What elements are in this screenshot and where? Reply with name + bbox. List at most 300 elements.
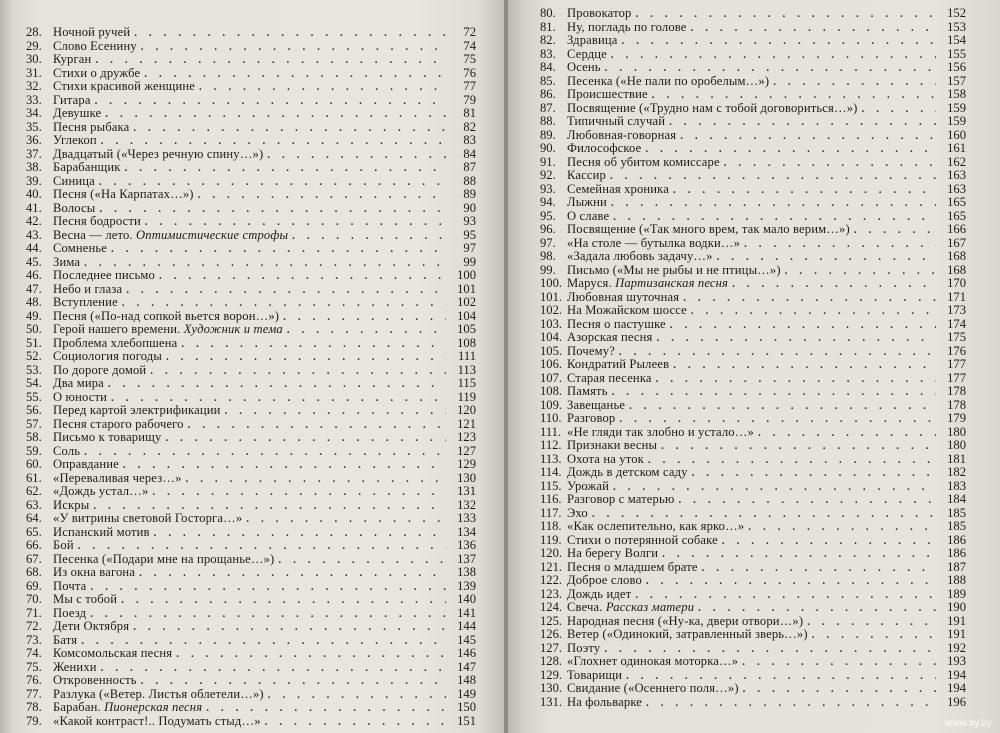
entry-page-number: 136 xyxy=(457,538,476,552)
toc-entry xyxy=(26,458,476,472)
entry-title-text: Почему? xyxy=(567,343,615,358)
toc-entry xyxy=(540,331,966,345)
entry-page-number: 119 xyxy=(457,389,476,404)
entry-number: 87. xyxy=(540,100,556,115)
toc-entry xyxy=(26,134,476,148)
entry-title-text: Песенка («Не пали по оробелым…») xyxy=(567,73,770,88)
entry-title xyxy=(567,655,738,669)
toc-list-right xyxy=(540,7,966,709)
entry-page-number: 81 xyxy=(463,106,476,120)
entry-title xyxy=(53,242,107,256)
toc-entry xyxy=(540,601,966,615)
entry-page-number: 167 xyxy=(947,235,966,250)
entry-page-number: 196 xyxy=(947,694,966,709)
entry-title-text: Свеча. xyxy=(567,600,606,614)
entry-title xyxy=(567,75,769,89)
dot-leader xyxy=(785,265,936,279)
entry-title-text: Ночной ручей xyxy=(53,25,131,39)
entry-title-text: Сомненье xyxy=(53,241,108,255)
toc-entry xyxy=(540,588,966,602)
entry-title-text: Разговор с матерью xyxy=(567,492,675,506)
toc-entry xyxy=(26,323,476,337)
toc-entry xyxy=(540,169,966,183)
entry-title xyxy=(567,277,728,291)
entry-title xyxy=(567,115,665,129)
dot-leader xyxy=(662,548,936,562)
entry-page-number: 76 xyxy=(463,65,476,80)
entry-number: 115. xyxy=(540,478,562,493)
entry-number: 67. xyxy=(26,551,42,566)
entry-title xyxy=(567,466,688,480)
entry-page-number: 121 xyxy=(457,416,476,431)
entry-page-number: 163 xyxy=(947,168,966,182)
entry-page-number: 182 xyxy=(947,465,966,479)
entry-page-number: 155 xyxy=(947,46,966,61)
right-page xyxy=(508,0,1000,733)
entry-number: 80. xyxy=(540,6,556,20)
entry-page-number: 185 xyxy=(947,505,966,520)
toc-entry xyxy=(26,485,476,499)
entry-page-number: 120 xyxy=(457,403,476,417)
entry-title-text: «Глохнет одинокая моторка…» xyxy=(567,654,739,668)
entry-number: 32. xyxy=(26,79,42,93)
entry-number: 122. xyxy=(540,573,563,587)
entry-title-text: Испанский мотив xyxy=(53,524,150,539)
entry-page-number: 194 xyxy=(947,667,966,682)
entry-page-number: 123 xyxy=(457,430,476,444)
dot-leader xyxy=(629,400,936,414)
entry-title-text: Народная песня («Ну-ка, двери отвори…») xyxy=(567,613,804,628)
entry-title xyxy=(567,669,622,683)
entry-title-text: Синица xyxy=(53,173,95,188)
toc-entry xyxy=(26,67,476,81)
entry-title-text: Стихи о дружбе xyxy=(53,65,141,80)
entry-number: 58. xyxy=(26,430,42,444)
entry-page-number: 175 xyxy=(947,330,966,344)
toc-entry xyxy=(26,526,476,540)
toc-entry xyxy=(26,242,476,256)
toc-entry xyxy=(540,7,966,21)
toc-entry xyxy=(26,377,476,391)
entry-number: 43. xyxy=(26,227,42,242)
entry-number: 108. xyxy=(540,384,563,398)
toc-entry xyxy=(540,520,966,534)
entry-title-text: Песня рыбака xyxy=(53,119,130,134)
entry-title-text: О юности xyxy=(53,389,108,404)
entry-number: 110. xyxy=(540,411,562,425)
entry-title-text: Двадцатый («Через речную спину…») xyxy=(53,146,264,161)
dot-leader xyxy=(812,629,936,643)
entry-number: 126. xyxy=(540,627,563,641)
toc-entry xyxy=(540,277,966,291)
entry-number: 114. xyxy=(540,465,562,479)
entry-title-text: Любовная шуточная xyxy=(567,289,680,304)
entry-number: 74. xyxy=(26,646,42,660)
toc-entry xyxy=(540,399,966,413)
entry-title xyxy=(567,628,808,642)
entry-title-text: Бой xyxy=(53,538,74,552)
entry-page-number: 104 xyxy=(457,308,476,323)
entry-page-number: 176 xyxy=(947,343,966,358)
toc-entry xyxy=(26,580,476,594)
entry-title-text: Откровенность xyxy=(53,673,137,687)
entry-number: 121. xyxy=(540,559,563,574)
entry-number: 104. xyxy=(540,330,563,344)
entry-page-number: 165 xyxy=(947,208,966,223)
entry-title xyxy=(53,256,80,270)
entry-number: 101. xyxy=(540,289,563,304)
entry-page-number: 158 xyxy=(947,87,966,101)
entry-title xyxy=(567,615,803,629)
entry-title xyxy=(53,107,101,121)
dot-leader xyxy=(101,662,446,676)
toc-entry xyxy=(540,480,966,494)
entry-page-number: 129 xyxy=(457,457,476,471)
toc-entry xyxy=(26,283,476,297)
toc-entry xyxy=(26,445,476,459)
entry-number: 28. xyxy=(26,25,42,39)
dot-leader xyxy=(748,521,936,535)
entry-page-number: 178 xyxy=(947,397,966,412)
toc-entry xyxy=(26,634,476,648)
toc-entry xyxy=(540,156,966,170)
entry-title xyxy=(567,574,642,588)
entry-number: 88. xyxy=(540,114,556,128)
entry-title-text: Философское xyxy=(567,141,642,155)
entry-number: 45. xyxy=(26,254,42,269)
entry-number: 89. xyxy=(540,127,556,142)
entry-title-text: Маруся. xyxy=(567,276,616,290)
entry-title xyxy=(567,264,781,278)
entry-number: 33. xyxy=(26,92,42,107)
toc-entry xyxy=(540,115,966,129)
entry-page-number: 165 xyxy=(947,195,966,209)
entry-page-number: 101 xyxy=(457,281,476,296)
entry-title xyxy=(53,229,288,243)
entry-page-number: 153 xyxy=(947,19,966,34)
dot-leader xyxy=(724,157,936,171)
entry-number: 79. xyxy=(26,713,42,728)
entry-title-text: Гитара xyxy=(53,92,91,107)
dot-leader xyxy=(611,49,936,63)
toc-entry xyxy=(26,148,476,162)
entry-title xyxy=(53,94,91,108)
entry-title-text: Кондратий Рылеев xyxy=(567,357,670,371)
entry-title-text: Стихи красивой женщине xyxy=(53,79,195,93)
entry-number: 34. xyxy=(26,106,42,120)
toc-entry xyxy=(540,466,966,480)
entry-number: 102. xyxy=(540,303,563,317)
dot-leader xyxy=(108,378,446,392)
dot-leader xyxy=(732,278,936,292)
entry-number: 59. xyxy=(26,443,42,458)
entry-title-text: Проблема хлебопшена xyxy=(53,335,178,350)
entry-number: 30. xyxy=(26,52,42,66)
entry-number: 99. xyxy=(540,262,556,277)
entry-page-number: 75 xyxy=(463,52,476,66)
entry-title-text: «Как ослепительно, как ярко…» xyxy=(567,519,745,533)
entry-title xyxy=(53,40,137,54)
entry-title-text: Поэту xyxy=(567,640,601,655)
entry-page-number: 156 xyxy=(947,60,966,74)
entry-title-text: Батя xyxy=(53,632,78,647)
entry-title-text: Социология погоды xyxy=(53,349,162,363)
entry-page-number: 97 xyxy=(463,241,476,255)
entry-number: 105. xyxy=(540,343,563,358)
entry-title-text: Герой нашего времени. xyxy=(53,322,184,336)
entry-number: 72. xyxy=(26,619,42,633)
entry-title xyxy=(53,472,182,486)
dot-leader xyxy=(84,446,446,460)
toc-entry xyxy=(26,94,476,108)
entry-page-number: 191 xyxy=(947,613,966,628)
dot-leader xyxy=(646,575,936,589)
dot-leader xyxy=(648,454,936,468)
entry-title-text: Доброе слово xyxy=(567,573,642,587)
entry-title xyxy=(567,304,687,318)
entry-title-text: Песенка («Подари мне на прощанье…») xyxy=(53,551,275,566)
entry-number: 36. xyxy=(26,133,42,147)
toc-entry xyxy=(26,539,476,553)
entry-title xyxy=(567,34,618,48)
entry-page-number: 152 xyxy=(947,6,966,20)
entry-number: 91. xyxy=(540,154,556,169)
entry-title xyxy=(53,499,89,513)
entry-page-number: 185 xyxy=(947,519,966,533)
entry-number: 113. xyxy=(540,451,562,466)
entry-number: 46. xyxy=(26,268,42,282)
entry-title xyxy=(53,350,162,364)
entry-title-text: Песня об убитом комиссаре xyxy=(567,154,720,169)
entry-page-number: 132 xyxy=(457,497,476,512)
entry-page-number: 180 xyxy=(947,438,966,452)
entry-title-text: Весна — лето. xyxy=(53,227,137,242)
entry-title xyxy=(53,283,122,297)
dot-leader xyxy=(105,108,446,122)
entry-page-number: 177 xyxy=(947,370,966,385)
entry-page-number: 162 xyxy=(947,154,966,169)
entry-title xyxy=(53,80,195,94)
entry-number: 124. xyxy=(540,600,563,614)
entry-number: 131. xyxy=(540,694,563,709)
entry-title xyxy=(567,642,600,656)
entry-title xyxy=(567,520,744,534)
entry-number: 54. xyxy=(26,376,42,390)
entry-number: 52. xyxy=(26,349,42,363)
toc-entry xyxy=(26,404,476,418)
dot-leader xyxy=(246,513,446,527)
entry-title xyxy=(53,553,274,567)
entry-title xyxy=(567,439,657,453)
dot-leader xyxy=(292,230,446,244)
toc-entry xyxy=(26,647,476,661)
entry-title xyxy=(567,102,858,116)
entry-number: 56. xyxy=(26,403,42,417)
entry-number: 71. xyxy=(26,605,42,620)
entry-title-text: Охота на уток xyxy=(567,451,644,466)
entry-title-text: Происшествие xyxy=(567,87,648,101)
entry-title-text: Барабан. xyxy=(53,700,105,714)
toc-entry xyxy=(26,40,476,54)
entry-title-text: Дождь идет xyxy=(567,586,632,601)
dot-leader xyxy=(125,162,446,176)
entry-title xyxy=(53,161,121,175)
entry-page-number: 100 xyxy=(457,268,476,282)
entry-page-number: 102 xyxy=(457,295,476,309)
entry-page-number: 146 xyxy=(457,646,476,660)
dot-leader xyxy=(691,22,936,36)
entry-page-number: 170 xyxy=(947,276,966,290)
entry-number: 35. xyxy=(26,119,42,134)
toc-entry xyxy=(26,215,476,229)
entry-title xyxy=(567,453,644,467)
toc-entry xyxy=(540,48,966,62)
entry-title-text: Небо и глаза xyxy=(53,281,123,296)
entry-title xyxy=(53,269,155,283)
entry-number: 93. xyxy=(540,181,556,196)
dot-leader xyxy=(111,243,446,257)
entry-title-text: «Какой контраст!.. Подумать стыд…» xyxy=(53,713,261,728)
entry-title xyxy=(53,296,118,310)
entry-number: 123. xyxy=(540,586,563,601)
entry-title xyxy=(53,701,202,715)
toc-entry xyxy=(26,229,476,243)
entry-number: 94. xyxy=(540,195,556,209)
toc-entry xyxy=(26,80,476,94)
entry-number: 78. xyxy=(26,700,42,714)
entry-title-text: Письмо («Мы не рыбы и не птицы…») xyxy=(567,262,781,277)
toc-entry xyxy=(540,318,966,332)
toc-entry xyxy=(26,364,476,378)
entry-page-number: 189 xyxy=(947,586,966,601)
dot-leader xyxy=(744,238,936,252)
dot-leader xyxy=(773,76,936,90)
entry-title xyxy=(53,418,184,432)
toc-entry xyxy=(540,264,966,278)
entry-title xyxy=(53,607,86,621)
dot-leader xyxy=(661,440,936,454)
toc-entry xyxy=(540,88,966,102)
entry-title xyxy=(53,188,194,202)
entry-page-number: 159 xyxy=(947,100,966,115)
entry-title xyxy=(53,121,129,135)
entry-number: 40. xyxy=(26,187,42,201)
entry-title-text: Эхо xyxy=(567,505,588,520)
dot-leader xyxy=(139,567,446,581)
entry-title-text: Здравица xyxy=(567,33,618,47)
entry-title xyxy=(567,142,641,156)
entry-subtitle-italic: Пионерская песня xyxy=(104,700,203,714)
toc-entry xyxy=(540,61,966,75)
entry-title-text: Песня («На Карпатах…») xyxy=(53,187,194,201)
entry-number: 130. xyxy=(540,681,563,695)
entry-number: 44. xyxy=(26,241,42,255)
entry-page-number: 144 xyxy=(457,619,476,633)
entry-page-number: 74 xyxy=(463,38,476,53)
dot-leader xyxy=(680,130,936,144)
toc-entry xyxy=(540,210,966,224)
entry-page-number: 160 xyxy=(947,127,966,142)
entry-number: 64. xyxy=(26,511,42,525)
dot-leader xyxy=(656,373,936,387)
toc-entry xyxy=(540,21,966,35)
dot-leader xyxy=(702,562,936,576)
entry-title xyxy=(53,391,107,405)
entry-number: 75. xyxy=(26,659,42,674)
entry-title-text: Разговор xyxy=(567,411,616,425)
entry-number: 37. xyxy=(26,146,42,161)
toc-list-left xyxy=(26,26,476,728)
toc-entry xyxy=(540,493,966,507)
entry-page-number: 82 xyxy=(463,119,476,134)
entry-title-text: Вступление xyxy=(53,295,118,309)
toc-entry xyxy=(26,566,476,580)
entry-title xyxy=(53,337,177,351)
entry-number: 109. xyxy=(540,397,563,412)
entry-title-text: Почта xyxy=(53,578,87,593)
dot-leader xyxy=(90,608,446,622)
entry-number: 96. xyxy=(540,222,556,236)
toc-entry xyxy=(26,607,476,621)
entry-title-text: «На столе — бутылка водки…» xyxy=(567,235,741,250)
entry-title-text: «У витрины световой Госторга…» xyxy=(53,511,243,525)
toc-entry xyxy=(26,499,476,513)
toc-entry xyxy=(26,337,476,351)
entry-title xyxy=(567,412,615,426)
entry-title-text: Волосы xyxy=(53,200,96,215)
toc-entry xyxy=(540,574,966,588)
dot-leader xyxy=(199,81,446,95)
dot-leader xyxy=(678,494,936,508)
entry-title-text: «Переваливая через…» xyxy=(53,470,182,485)
entry-title-text: Типичный случай xyxy=(567,114,666,128)
entry-page-number: 168 xyxy=(947,262,966,277)
entry-page-number: 184 xyxy=(947,492,966,506)
entry-page-number: 79 xyxy=(463,92,476,107)
entry-title xyxy=(567,358,669,372)
dot-leader xyxy=(612,386,936,400)
toc-entry xyxy=(540,372,966,386)
dot-leader xyxy=(758,427,936,441)
entry-title-text: Из окна вагона xyxy=(53,565,136,579)
toc-entry xyxy=(26,256,476,270)
entry-page-number: 77 xyxy=(463,79,476,93)
entry-number: 103. xyxy=(540,316,563,331)
toc-entry xyxy=(26,418,476,432)
toc-entry xyxy=(540,358,966,372)
entry-number: 29. xyxy=(26,38,42,53)
entry-title xyxy=(567,291,679,305)
entry-title-text: Песня («По-над сопкой вьется ворон…») xyxy=(53,308,280,323)
toc-entry xyxy=(540,223,966,237)
toc-entry xyxy=(26,688,476,702)
entry-number: 55. xyxy=(26,389,42,404)
entry-title xyxy=(53,539,74,553)
entry-title xyxy=(53,458,119,472)
entry-title-text: Песня старого рабочего xyxy=(53,416,184,431)
entry-page-number: 148 xyxy=(457,673,476,687)
entry-page-number: 186 xyxy=(947,546,966,560)
dot-leader xyxy=(691,305,936,319)
entry-number: 70. xyxy=(26,592,42,606)
entry-number: 98. xyxy=(540,249,556,263)
entry-title xyxy=(567,169,606,183)
toc-entry xyxy=(26,593,476,607)
entry-number: 65. xyxy=(26,524,42,539)
entry-page-number: 166 xyxy=(947,222,966,236)
entry-title xyxy=(567,196,607,210)
entry-number: 66. xyxy=(26,538,42,552)
